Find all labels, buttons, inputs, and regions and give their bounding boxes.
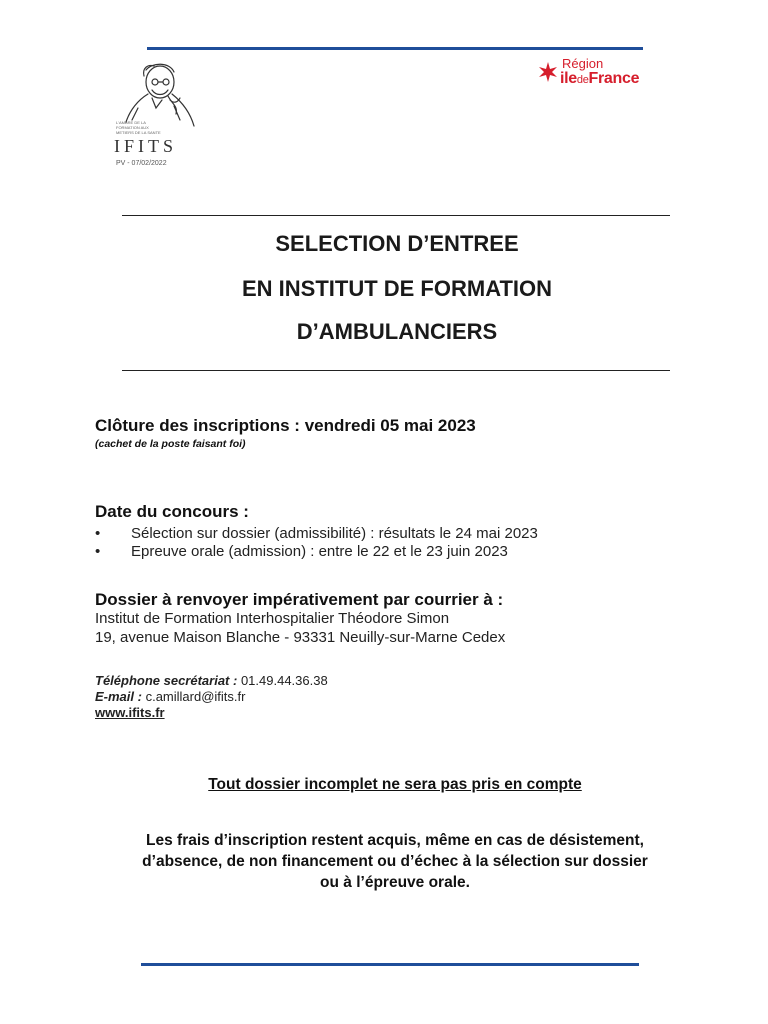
website-link[interactable]: www.ifits.fr	[95, 705, 165, 720]
email-value[interactable]: c.amillard@ifits.fr	[141, 689, 246, 704]
cloture-note: (cachet de la poste faisant foi)	[95, 438, 246, 450]
region-name-part-france: France	[588, 70, 640, 87]
bullet-symbol: •	[95, 543, 101, 560]
logo-name: IFITS	[114, 136, 178, 156]
cloture-heading: Clôture des inscriptions : vendredi 05 mai 2023	[95, 416, 476, 435]
bullet-symbol: •	[95, 525, 101, 542]
dossier-heading: Dossier à renvoyer impérativement par courrier à :	[95, 590, 504, 609]
bottom-blue-rule	[141, 963, 639, 966]
email-label: E-mail :	[95, 689, 142, 704]
concours-bullet-2-text: Epreuve orale (admission) : entre le 22 et le 23 juin 2023	[131, 543, 508, 560]
region-name-part-ile: ile	[560, 70, 577, 87]
title-line-3: D’AMBULANCIERS	[296, 319, 498, 344]
phone-value: 01.49.44.36.38	[237, 673, 328, 688]
dossier-line-1: Institut de Formation Interhospitalier Théodore Simon	[95, 610, 450, 627]
title-rule-bottom	[122, 370, 670, 371]
title-rule-top	[122, 215, 670, 216]
concours-bullet-2	[95, 543, 655, 561]
top-blue-rule	[147, 47, 643, 50]
concours-heading: Date du concours :	[95, 502, 249, 521]
region-star-icon	[538, 62, 558, 82]
phone-label: Téléphone secrétariat :	[95, 673, 238, 688]
fees-line-2: d’absence, de non financement ou d’échec à la sélection sur dossier	[142, 853, 648, 870]
incomplete-warning: Tout dossier incomplet ne sera pas pris en compte	[208, 776, 582, 793]
fees-line-1: Les frais d’inscription restent acquis, même en cas de désistement,	[146, 832, 644, 849]
email-line	[95, 689, 245, 704]
ifits-logo	[108, 60, 208, 172]
title-line-2: EN INSTITUT DE FORMATION	[241, 276, 553, 301]
region-label: Région	[562, 56, 604, 71]
logo-tagline: L'AMBRE DE LA FORMATION AUX METIERS DE LA SANTE	[116, 120, 161, 135]
region-name-part-de: de	[576, 74, 589, 86]
title-line-1: SELECTION D’ENTREE	[275, 231, 519, 256]
logo-pv: PV - 07/02/2022	[116, 160, 167, 167]
phone-line	[95, 673, 328, 688]
concours-bullet-1	[95, 525, 655, 543]
region-name	[560, 70, 639, 88]
dossier-line-2: 19, avenue Maison Blanche - 93331 Neuilly-sur-Marne Cedex	[95, 629, 506, 646]
region-logo	[538, 56, 668, 92]
fees-line-3: ou à l’épreuve orale.	[320, 874, 470, 891]
concours-bullet-1-text: Sélection sur dossier (admissibilité) : résultats le 24 mai 2023	[131, 525, 538, 542]
